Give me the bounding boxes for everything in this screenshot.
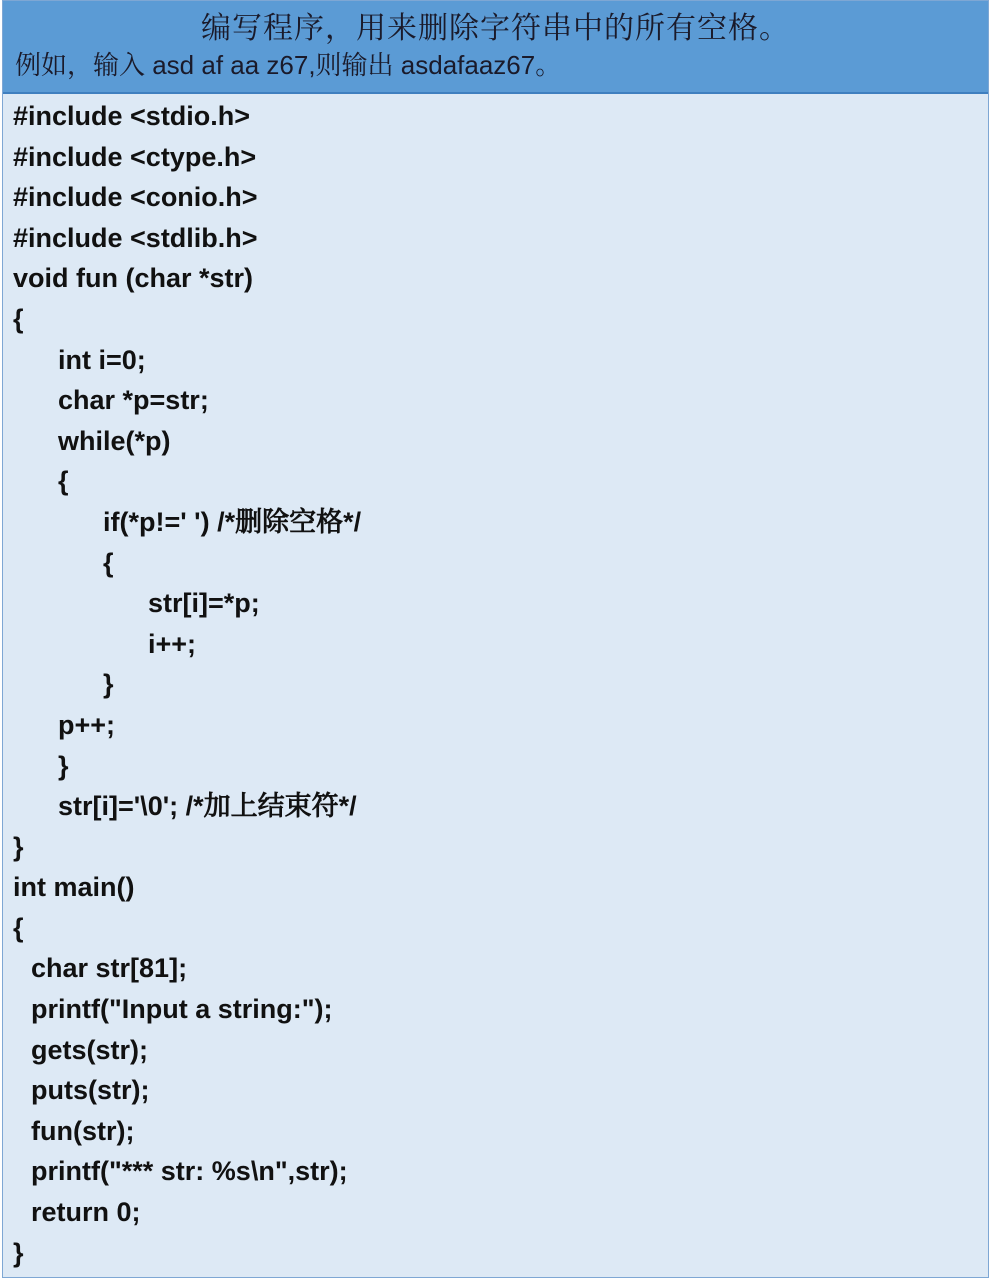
code-line: puts(str); (31, 1075, 150, 1106)
code-line: } (13, 831, 24, 862)
code-line: #include <conio.h> (13, 182, 258, 213)
code-line: gets(str); (31, 1034, 149, 1065)
code-line: int main() (13, 872, 135, 903)
code-line: printf("*** str: %s\n",str); (31, 1156, 348, 1187)
code-line: { (58, 466, 69, 497)
code-line: p++; (58, 709, 116, 740)
code-line: return 0; (31, 1197, 141, 1228)
page-title: 编写程序，用来删除字符串中的所有空格。 (201, 11, 790, 46)
code-line: } (13, 1237, 24, 1268)
example-description: 例如，输入 asd af aa z67,则输出 asdafaaz67。 (15, 50, 562, 80)
code-line: while(*p) (58, 425, 171, 456)
code-line: { (103, 547, 114, 578)
code-line: str[i]='\0'; /*加上结束符*/ (58, 791, 357, 822)
code-line: void fun (char *str) (13, 263, 254, 294)
code-line: if(*p!=' ') /*删除空格*/ (103, 506, 362, 537)
code-line: fun(str); (31, 1115, 135, 1146)
code-line: #include <stdlib.h> (13, 222, 258, 253)
code-line: printf("Input a string:"); (31, 994, 333, 1025)
code-line: char str[81]; (31, 953, 188, 984)
code-line: #include <stdio.h> (13, 101, 251, 131)
code-line: str[i]=*p; (148, 588, 260, 619)
code-card (2, 0, 989, 1278)
code-line: { (13, 303, 24, 334)
code-line: int i=0; (58, 344, 146, 375)
code-line: } (103, 669, 114, 700)
header-banner (3, 1, 988, 94)
code-line: { (13, 912, 24, 943)
code-line: #include <ctype.h> (13, 141, 257, 172)
code-line: i++; (148, 628, 197, 659)
code-block (13, 96, 973, 1273)
code-line: char *p=str; (58, 385, 209, 416)
code-line: } (58, 750, 69, 781)
